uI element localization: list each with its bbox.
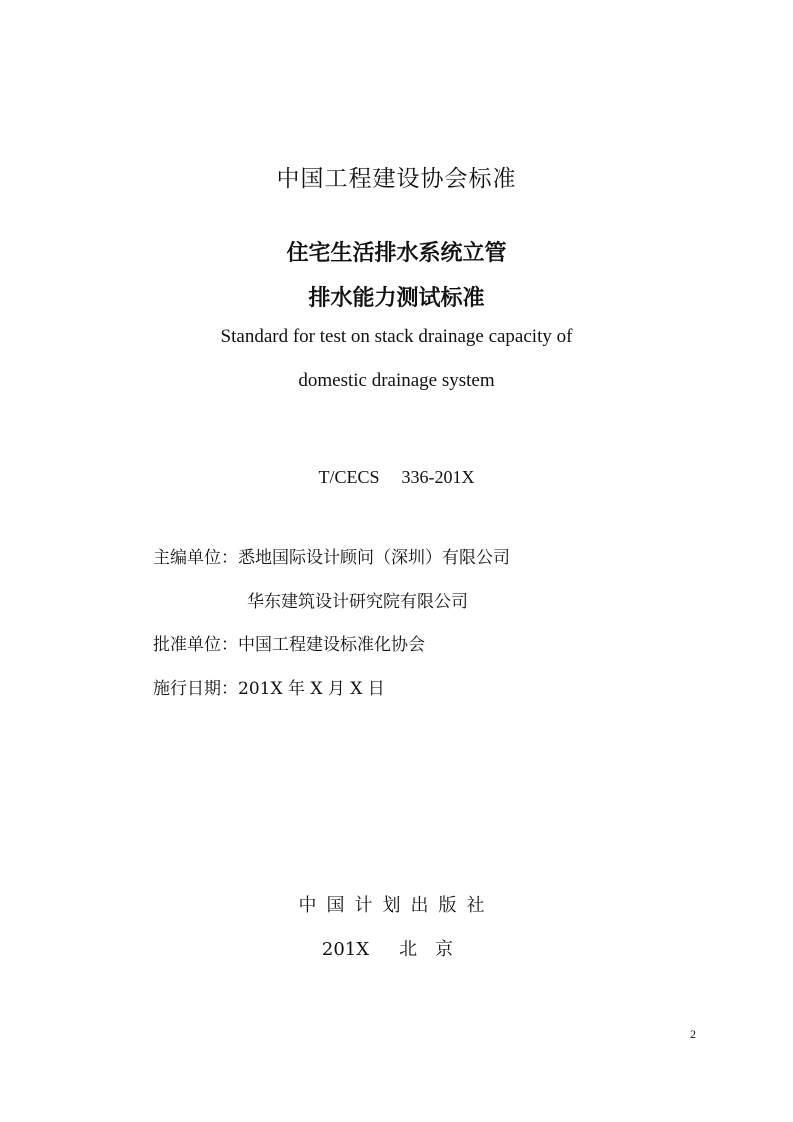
english-title-line-1: Standard for test on stack drainage capacity of [220, 326, 573, 347]
publication-city: 北京 [399, 939, 472, 960]
publication-year: 201X [321, 939, 370, 960]
document-title-line-1: 住宅生活排水系统立管 [286, 241, 507, 266]
document-title-line-2: 排水能力测试标准 [308, 286, 485, 311]
chief-editor-units: 主编单位：悉地国际设计顾问（深圳）有限公司 [153, 548, 510, 568]
publisher-name: 中国计划出版社 [298, 895, 495, 916]
english-title-line-2: domestic drainage system [298, 370, 495, 391]
effective-date: 施行日期：201X 年 X 月 X 日 [153, 679, 385, 699]
standard-code-prefix: T/CECS [318, 467, 380, 487]
organization-standard-header: 中国工程建设协会标准 [276, 166, 517, 192]
chief-editor-second-unit: 华东建筑设计研究院有限公司 [247, 592, 468, 612]
publication-year-city [0, 935, 793, 961]
page-number: 2 [690, 1027, 696, 1041]
approval-unit: 批准单位：中国工程建设标准化协会 [153, 635, 425, 655]
standard-code-number: 336-201X [401, 467, 475, 487]
standard-code [0, 467, 793, 488]
